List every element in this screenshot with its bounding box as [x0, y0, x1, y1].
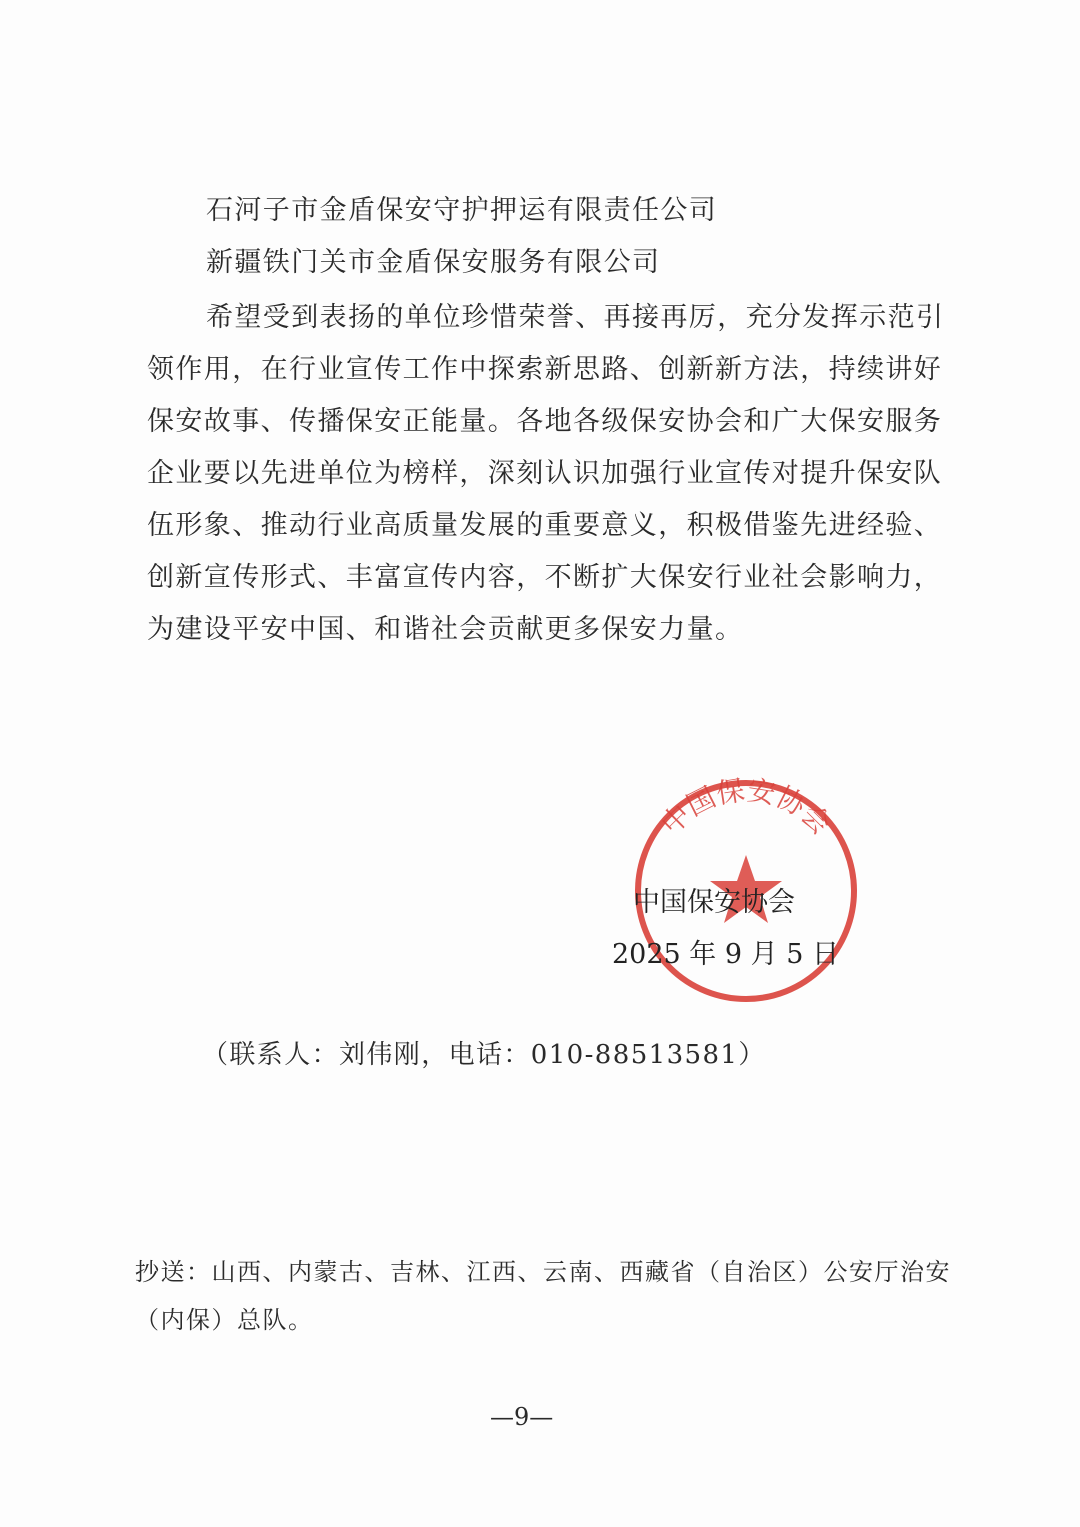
cc-line: （内保）总队。	[135, 1306, 314, 1334]
paragraph-line: 伍形象、推动行业高质量发展的重要意义，积极借鉴先进经验、	[147, 510, 943, 541]
contact-info: （联系人：刘伟刚，电话：010-88513581）	[202, 1040, 766, 1070]
paragraph-line: 为建设平安中国、和谐社会贡献更多保安力量。	[147, 614, 744, 645]
signature-organization: 中国保安协会	[633, 887, 795, 918]
paragraph-line: 希望受到表扬的单位珍惜荣誉、再接再厉，充分发挥示范引	[206, 302, 945, 333]
paragraph-line: 保安故事、传播保安正能量。各地各级保安协会和广大保安服务	[147, 406, 943, 437]
cc-line: 抄送：山西、内蒙古、吉林、江西、云南、西藏省（自治区）公安厅治安	[135, 1258, 951, 1286]
company-line: 新疆铁门关市金盾保安服务有限公司	[206, 247, 661, 278]
company-line: 石河子市金盾保安守护押运有限责任公司	[206, 195, 718, 226]
stamp-lettering: 中国保安协会	[654, 775, 838, 842]
paragraph-line: 领作用，在行业宣传工作中探索新思路、创新新方法，持续讲好	[147, 354, 943, 385]
page-number: —9—	[490, 1403, 554, 1431]
paragraph-line: 企业要以先进单位为榜样，深刻认识加强行业宣传对提升保安队	[147, 458, 943, 489]
paragraph-line: 创新宣传形式、丰富宣传内容，不断扩大保安行业社会影响力，	[147, 562, 943, 593]
signature-date: 2025 年 9 月 5 日	[612, 939, 839, 970]
